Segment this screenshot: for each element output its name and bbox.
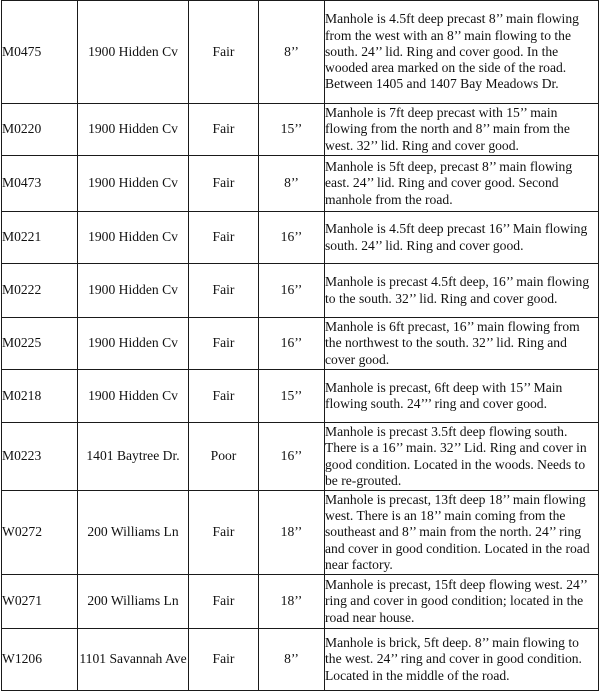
pipe-size-cell: 16’’ — [259, 264, 325, 318]
pipe-size-cell: 18’’ — [259, 491, 325, 575]
table-row — [2, 104, 599, 156]
description-cell: Manhole is 6ft precast, 16’’ main flowing from the northwest to the south. 32’’ lid. Ring and cover good. — [325, 318, 599, 370]
location-cell: 1900 Hidden Cv — [78, 104, 189, 156]
table-row — [2, 318, 599, 370]
description-cell: Manhole is 4.5ft deep precast 8’’ main flowing from the west with an 8’’ main flowing to the south. 24’’ lid. Ring and cover good. In the wooded area marked on the side of the road. Between 1405 and 1407 Bay Meadows Dr. — [325, 1, 599, 104]
manhole-id-cell: M0223 — [2, 423, 78, 491]
table-row — [2, 1, 599, 104]
location-cell: 1900 Hidden Cv — [78, 264, 189, 318]
condition-cell: Fair — [189, 264, 259, 318]
pipe-size-cell: 8’’ — [259, 156, 325, 212]
pipe-size-cell: 16’’ — [259, 318, 325, 370]
location-cell: 1900 Hidden Cv — [78, 1, 189, 104]
pipe-size-cell: 8’’ — [259, 629, 325, 691]
description-cell: Manhole is precast, 15ft deep flowing west. 24’’ ring and cover in good condition; located in the road near house. — [325, 575, 599, 629]
condition-cell: Fair — [189, 575, 259, 629]
location-cell: 200 Williams Ln — [78, 491, 189, 575]
condition-cell: Fair — [189, 629, 259, 691]
pipe-size-cell: 16’’ — [259, 423, 325, 491]
manhole-id-cell: W1206 — [2, 629, 78, 691]
table-row — [2, 629, 599, 691]
pipe-size-cell: 18’’ — [259, 575, 325, 629]
pipe-size-cell: 15’’ — [259, 104, 325, 156]
table-row — [2, 264, 599, 318]
condition-cell: Fair — [189, 104, 259, 156]
table-body — [2, 1, 599, 691]
location-cell: 1900 Hidden Cv — [78, 156, 189, 212]
description-cell: Manhole is precast, 6ft deep with 15’’ Main flowing south. 24’’’ ring and cover good. — [325, 370, 599, 423]
condition-cell: Fair — [189, 156, 259, 212]
condition-cell: Poor — [189, 423, 259, 491]
condition-cell: Fair — [189, 370, 259, 423]
description-cell: Manhole is precast, 13ft deep 18’’ main flowing west. There is an 18’’ main coming from the southeast and 8’’ main from the north. 24’’ ring and cover in good condition. Located in the road near factory. — [325, 491, 599, 575]
table-row — [2, 156, 599, 212]
description-cell: Manhole is 7ft deep precast with 15’’ main flowing from the north and 8’’ main from the west. 32’’ lid. Ring and cover good. — [325, 104, 599, 156]
condition-cell: Fair — [189, 491, 259, 575]
condition-cell: Fair — [189, 318, 259, 370]
pipe-size-cell: 8’’ — [259, 1, 325, 104]
location-cell: 1900 Hidden Cv — [78, 318, 189, 370]
table-row — [2, 370, 599, 423]
manhole-id-cell: M0473 — [2, 156, 78, 212]
manhole-id-cell: M0225 — [2, 318, 78, 370]
manhole-inspection-table — [1, 0, 599, 691]
description-cell: Manhole is brick, 5ft deep. 8’’ main flowing to the west. 24’’ ring and cover in good condition. Located in the middle of the road. — [325, 629, 599, 691]
description-cell: Manhole is precast 4.5ft deep, 16’’ main flowing to the south. 32’’ lid. Ring and cover good. — [325, 264, 599, 318]
location-cell: 1900 Hidden Cv — [78, 370, 189, 423]
manhole-id-cell: M0222 — [2, 264, 78, 318]
description-cell: Manhole is 4.5ft deep precast 16’’ Main flowing south. 24’’ lid. Ring and cover good. — [325, 212, 599, 264]
table-row — [2, 575, 599, 629]
description-cell: Manhole is 5ft deep, precast 8’’ main flowing east. 24’’ lid. Ring and cover good. Second manhole from the road. — [325, 156, 599, 212]
location-cell: 200 Williams Ln — [78, 575, 189, 629]
pipe-size-cell: 16’’ — [259, 212, 325, 264]
manhole-id-cell: M0218 — [2, 370, 78, 423]
pipe-size-cell: 15’’ — [259, 370, 325, 423]
condition-cell: Fair — [189, 1, 259, 104]
table-row — [2, 491, 599, 575]
condition-cell: Fair — [189, 212, 259, 264]
location-cell: 1401 Baytree Dr. — [78, 423, 189, 491]
table-row — [2, 423, 599, 491]
manhole-id-cell: W0271 — [2, 575, 78, 629]
description-cell: Manhole is precast 3.5ft deep flowing south. There is a 16’’ main. 32’’ Lid. Ring and cover in good condition. Located in the woods. Needs to be re-grouted. — [325, 423, 599, 491]
location-cell: 1101 Savannah Ave — [78, 629, 189, 691]
table-row — [2, 212, 599, 264]
manhole-id-cell: M0221 — [2, 212, 78, 264]
manhole-id-cell: M0475 — [2, 1, 78, 104]
location-cell: 1900 Hidden Cv — [78, 212, 189, 264]
manhole-id-cell: M0220 — [2, 104, 78, 156]
manhole-id-cell: W0272 — [2, 491, 78, 575]
